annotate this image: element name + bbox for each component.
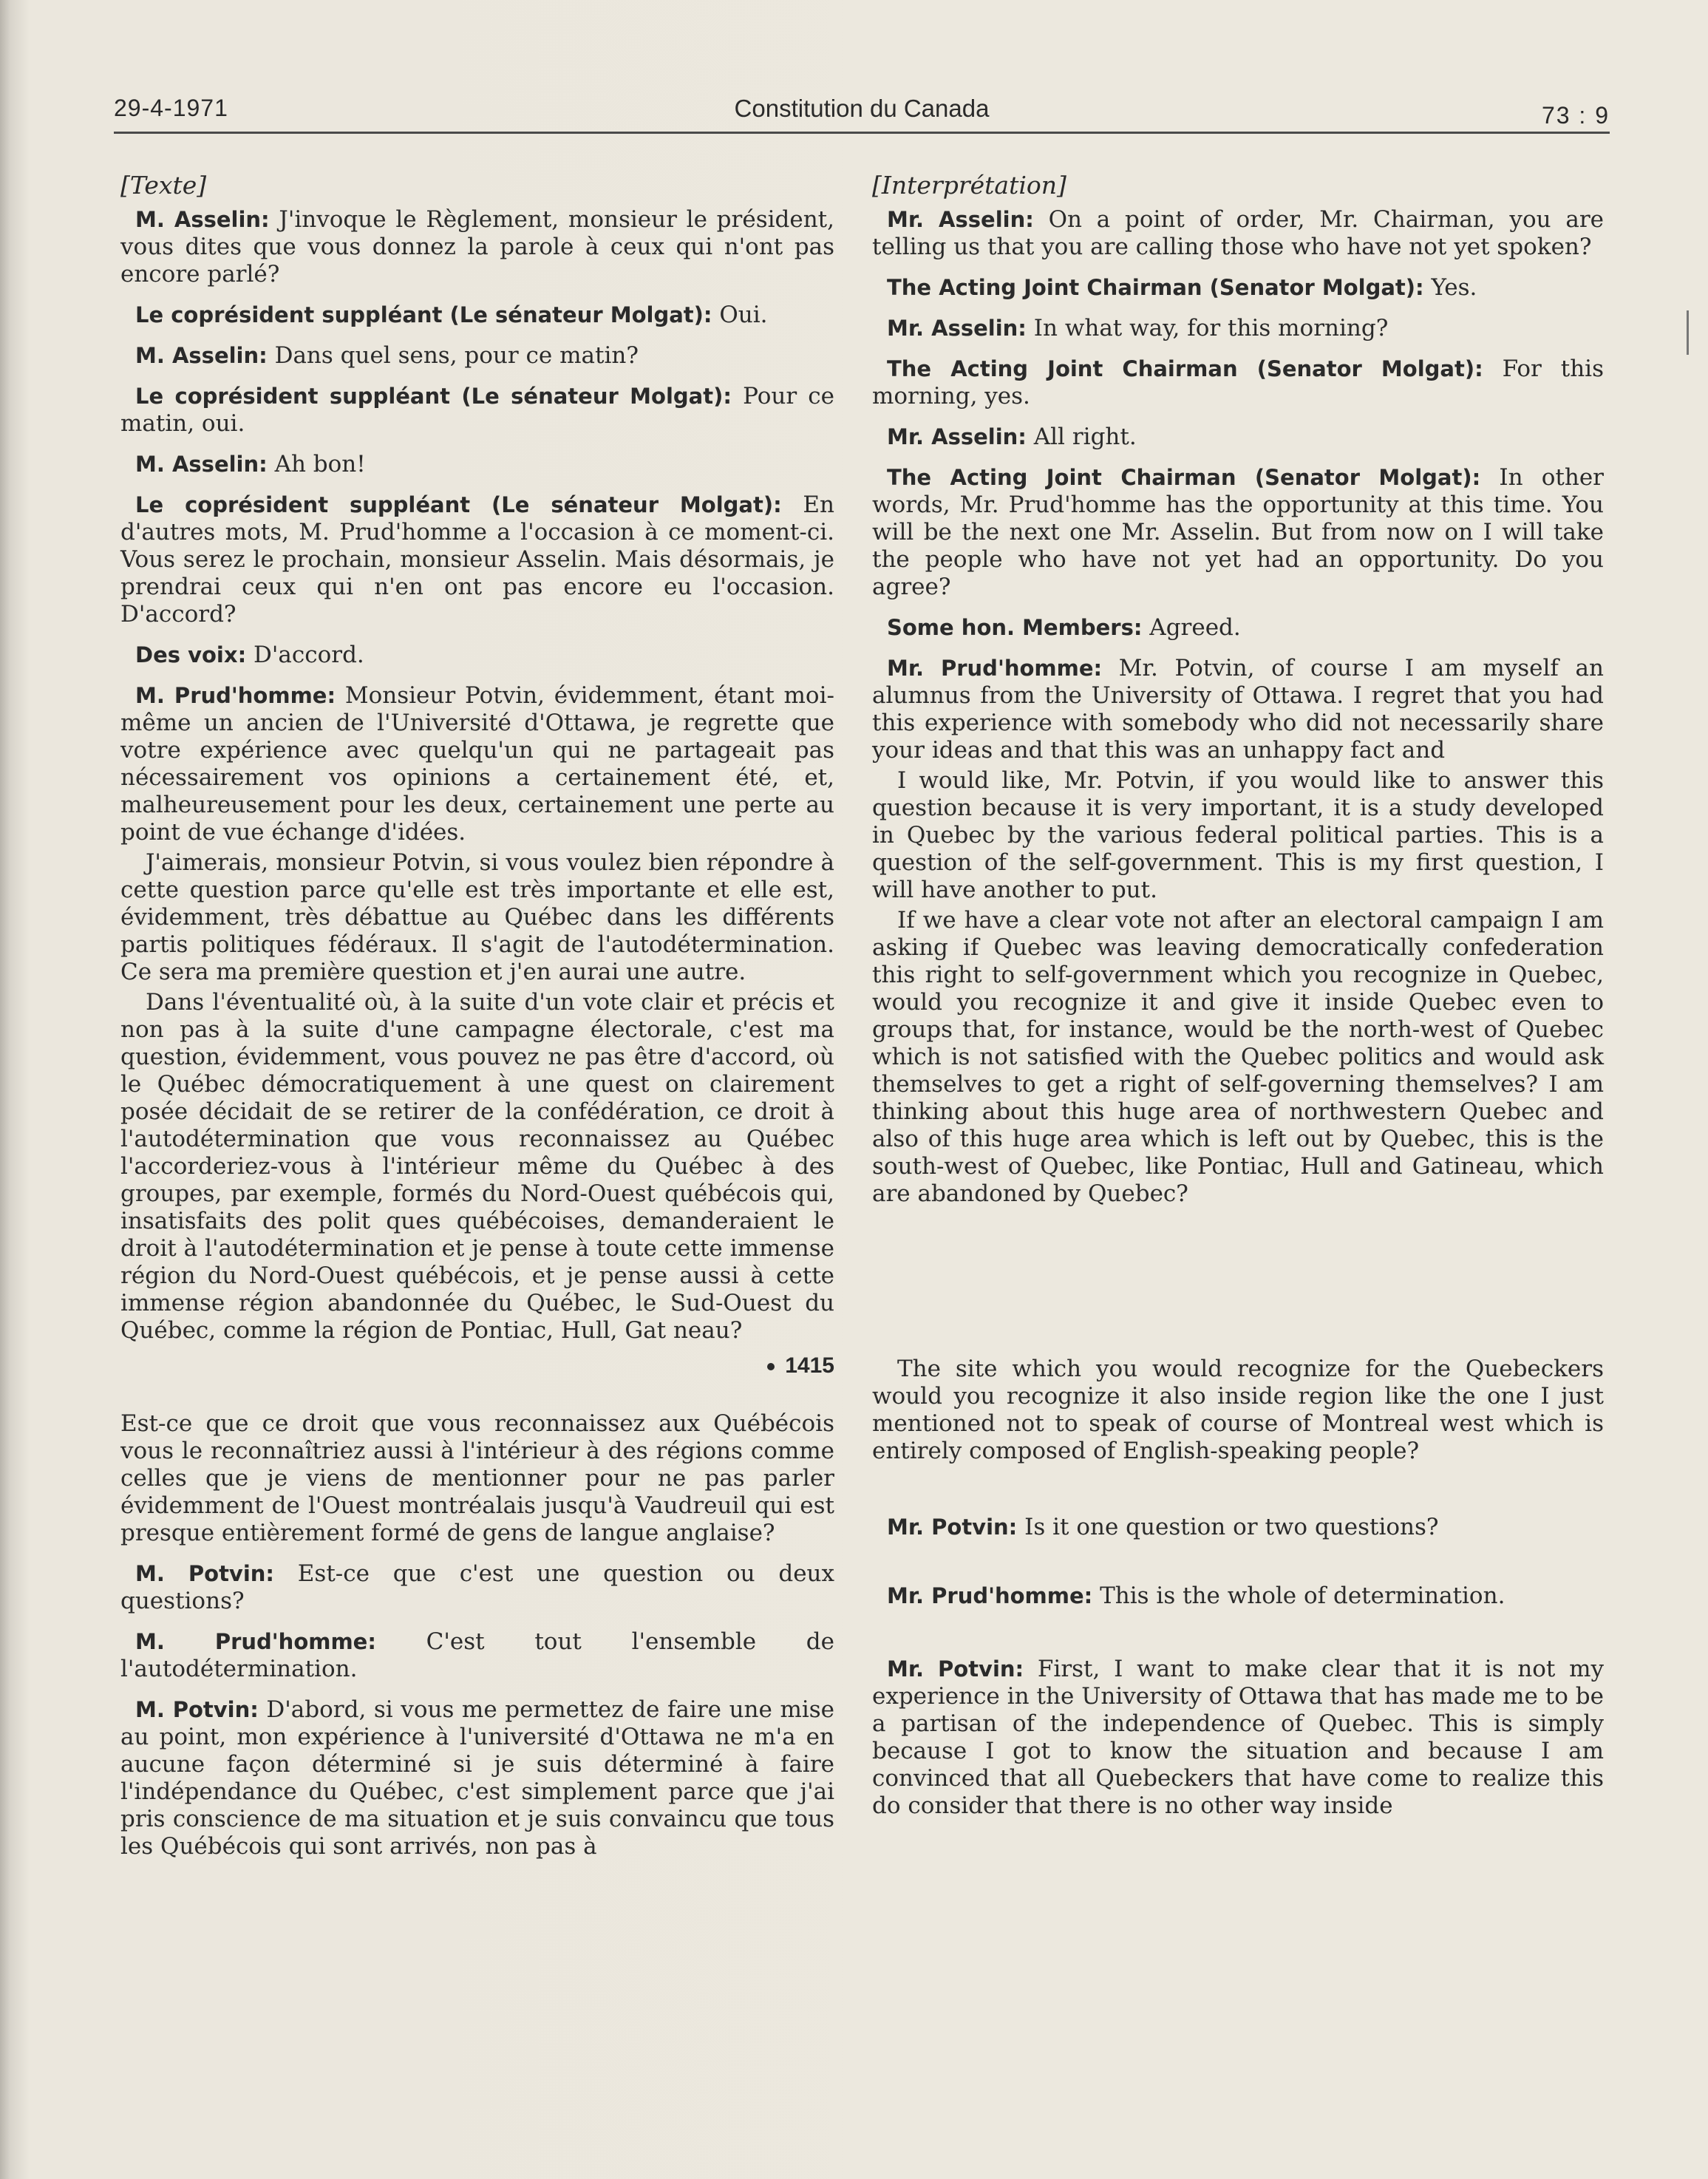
text-label: [Texte] [120, 171, 207, 200]
speaker-name: Le coprésident suppléant (Le sénateur Molgat): [135, 384, 732, 409]
paragraph [872, 274, 1604, 302]
speaker-name: M. Potvin: [135, 1697, 259, 1722]
speaker-name: Le coprésident suppléant (Le sénateur Molgat): [135, 492, 782, 517]
paragraph [120, 1696, 834, 1860]
speaker-name: M. Asselin: [135, 343, 268, 368]
speech-text: C'est tout l'ensemble de l'autodétermination. [120, 1628, 834, 1682]
paragraph [872, 315, 1604, 342]
speaker-name: Des voix: [135, 642, 247, 667]
speech-text: This is the whole of determination. [1092, 1583, 1505, 1609]
paragraph [120, 342, 834, 370]
header-title: Constitution du Canada [734, 95, 990, 122]
paragraph [120, 1560, 834, 1615]
paragraph [120, 451, 834, 478]
speaker-name: Mr. Prud'homme: [887, 656, 1103, 681]
time-value: 1415 [785, 1353, 834, 1378]
interpretation-label: [Interprétation] [872, 171, 1066, 200]
speaker-name: Le coprésident suppléant (Le sénateur Molgat): [135, 302, 712, 327]
paragraph [872, 655, 1604, 764]
paragraph: J'aimerais, monsieur Potvin, si vous voulez bien répondre à cette question parce qu'elle est très importante et elle est, évidemment, très débattue au Québec dans les différents partis politiques fédéraux. Il s'agit de l'autodétermination. Ce sera ma première question et j'en aurai une autre. [120, 849, 834, 985]
speech-text: Mr. Potvin, of course I am myself an alumnus from the University of Ottawa. I regret that you had this experience with somebody who did not necessarily share your ideas and that this was an unhappy fact and [872, 655, 1604, 764]
french-column [120, 171, 834, 1874]
speech-text: On a point of order, Mr. Chairman, you are telling us that you are calling those who have not yet spoken? [872, 206, 1604, 260]
paragraph: If we have a clear vote not after an electoral campaign I am asking if Quebec was leaving democratically confederation this right to self-government which you recognize in Quebec, would you recognize it and give it inside Quebec even to groups that, for instance, would be the north-west of Quebec which is not satisfied with the Quebec politics and would ask themselves to get a right of self-governing themselves? I am thinking about this huge area of northwestern Quebec and also of this huge area which is left out by Quebec, this is the south-west of Quebec, like Pontiac, Hull and Gatineau, which are abandoned by Quebec? [872, 907, 1604, 1207]
speaker-name: M. Prud'homme: [135, 683, 336, 708]
paragraph [120, 206, 834, 288]
bullet-icon [767, 1363, 775, 1370]
speech-text: Monsieur Potvin, évidemment, étant moi-même un ancien de l'Université d'Ottawa, je regrette que votre expérience avec quelqu'un qui ne partageait pas nécessairement vos opinions a certainement été, et, malheureusement pour les deux, certainement une perte au point de vue échange d'idées. [120, 682, 834, 846]
header-date: 29-4-1971 [114, 95, 228, 121]
speech-text: Ah bon! [267, 451, 366, 477]
speech-text: For this morning, yes. [872, 356, 1604, 409]
speech-text: D'abord, si vous me permettez de faire une mise au point, mon expérience à l'université d'Ottawa ne m'a en aucune façon déterminé si je suis déterminé à faire l'indépendance du Québec, c'est simplement parce que j'ai pris conscience de ma situation et je suis convaincu que tous les Québécois qui sont arrivés, non pas à [120, 1696, 835, 1860]
paragraph [872, 356, 1604, 410]
paragraph: Est-ce que ce droit que vous reconnaissez aux Québécois vous le reconnaîtriez aussi à l'intérieur à des régions comme celles que je viens de mentionner pour ne pas parler évidemment de l'Ouest montréalais jusqu'à Vaudreuil qui est presque entièrement formé de gens de langue anglaise? [120, 1410, 834, 1546]
paragraph [872, 1656, 1604, 1820]
paragraph [120, 383, 834, 438]
paragraph [120, 682, 834, 846]
speaker-name: M. Prud'homme: [135, 1629, 376, 1654]
paragraph [120, 492, 834, 628]
paragraph: I would like, Mr. Potvin, if you would like to answer this question because it is very important, it is a study developed in Quebec by the various federal political parties. This is a question of the self-government. This is my first question, I will have another to put. [872, 767, 1604, 903]
speaker-name: Mr. Asselin: [887, 316, 1027, 341]
speech-text: Est-ce que c'est une question ou deux questions? [120, 1560, 834, 1614]
paragraph [872, 206, 1604, 261]
speaker-name: The Acting Joint Chairman (Senator Molgat): [887, 356, 1483, 381]
speech-text: Is it one question or two questions? [1017, 1514, 1439, 1540]
paragraph [120, 642, 834, 669]
paragraph: Dans l'éventualité où, à la suite d'un vote clair et précis et non pas à la suite d'une campagne électorale, c'est ma question, évidemment, vous pouvez ne pas être d'accord, où le Québec démocratiquement à une quest on clairement posée décidait de se retirer de la confédération, ce droit à l'autodétermination que vous reconnaissez au Québec l'accorderiez-vous à l'intérieur même du Québec à des groupes, par exemple, formés du Nord-Ouest québécois qui, insatisfaits des polit ques québécoises, demanderaient le droit à l'autodétermination et je pense à toute cette immense région du Nord-Ouest québécois, et je pense aussi à cette immense région abandonnée du Québec, le Sud-Ouest du Québec, comme la région de Pontiac, Hull, Gat neau? [120, 989, 834, 1344]
speaker-name: Mr. Asselin: [887, 424, 1027, 449]
speech-text: J'invoque le Règlement, monsieur le président, vous dites que vous donnez la parole à ceux qui n'ont pas encore parlé? [120, 206, 834, 288]
paragraph [120, 302, 834, 329]
paragraph [872, 1583, 1604, 1610]
speech-text: En d'autres mots, M. Prud'homme a l'occasion à ce moment-ci. Vous serez le prochain, monsieur Asselin. Mais désormais, je prendrai ceux qui n'en ont pas encore eu l'occasion. D'accord? [120, 492, 834, 628]
speaker-name: Some hon. Members: [887, 615, 1143, 640]
speaker-name: Mr. Prud'homme: [887, 1583, 1093, 1608]
paragraph [872, 464, 1604, 601]
paragraph [120, 1628, 834, 1683]
margin-mark [1687, 310, 1689, 355]
speech-text: Pour ce matin, oui. [120, 383, 834, 437]
speech-text: All right. [1026, 424, 1137, 450]
time-marker [120, 1352, 834, 1379]
speaker-name: The Acting Joint Chairman (Senator Molgat): [887, 465, 1481, 490]
paragraph [872, 1514, 1604, 1541]
speaker-name: Mr. Potvin: [887, 1656, 1024, 1682]
speaker-name: Mr. Potvin: [887, 1515, 1018, 1540]
paragraph [872, 424, 1604, 451]
speaker-name: The Acting Joint Chairman (Senator Molgat): [887, 275, 1424, 300]
speech-text: In what way, for this morning? [1026, 315, 1389, 341]
speaker-name: M. Potvin: [135, 1561, 275, 1586]
speech-text: Dans quel sens, pour ce matin? [267, 342, 639, 369]
page-header [114, 95, 1610, 134]
speech-text: Oui. [712, 302, 768, 328]
speech-text: In other words, Mr. Prud'homme has the opportunity at this time. You will be the next one Mr. Asselin. But from now on I will take the people who have not yet had an opportunity. Do you agree? [872, 464, 1604, 600]
paragraph: The site which you would recognize for the Quebeckers would you recognize it also inside region like the one I just mentioned not to speak of course of Montreal west which is entirely composed of English-speaking people? [872, 1356, 1604, 1464]
speaker-name: Mr. Asselin: [887, 207, 1034, 232]
header-page-number: 73 : 9 [1541, 102, 1610, 129]
speech-text: D'accord. [246, 642, 364, 668]
speaker-name: M. Asselin: [135, 452, 268, 477]
paragraph [872, 614, 1604, 642]
english-column [872, 171, 1604, 1833]
speech-text: Agreed. [1142, 614, 1241, 641]
speaker-name: M. Asselin: [135, 207, 270, 232]
speech-text: Yes. [1423, 274, 1477, 301]
speech-text: First, I want to make clear that it is not my experience in the University of Ottawa that has made me to be a partisan of the independence of Quebec. This is simply because I got to know the situation and because I am convinced that all Quebeckers that have come to realize this do consider that there is no other way inside [872, 1656, 1604, 1819]
